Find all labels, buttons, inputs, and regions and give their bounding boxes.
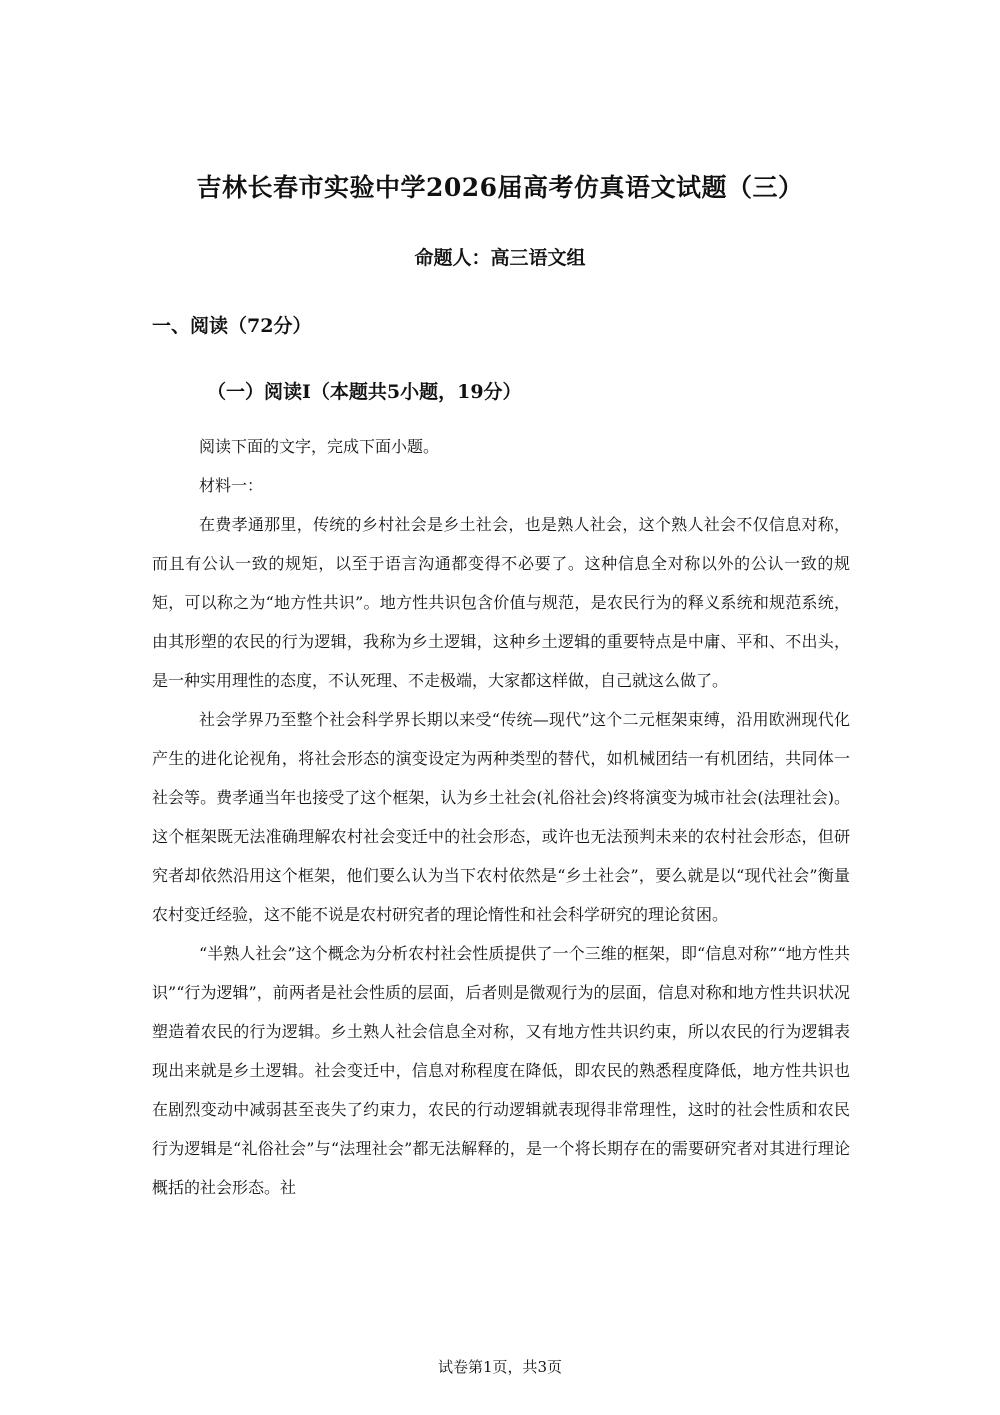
passage-paragraph-2: 社会学界乃至整个社会科学界长期以来受“传统—现代”这个二元框架束缚，沿用欧洲现代化产生的进化论视角，将社会形态的演变设定为两种类型的替代，如机械团结一有机团结，共同体一社会等。费孝通当年也接受了这个框架，认为乡土社会(礼俗社会)终将演变为城市社会(法理社会)。这个框架既无法准确理解农村社会变迁中的社会形态，或许也无法预判未来的农村社会形态，但研究者却依然沿用这个框架，他们要么认为当下农村依然是“乡土社会”，要么就是以“现代社会”衡量农村变迁经验，这不能不说是农村研究者的理论惰性和社会科学研究的理论贫困。 — [152, 710, 850, 924]
reading-instruction: 阅读下面的文字，完成下面小题。 — [199, 437, 440, 456]
page-footer: 试卷第1页，共3页 — [437, 1358, 563, 1376]
material-label: 材料一： — [199, 476, 264, 495]
section-heading: 一、阅读（72分） — [152, 315, 312, 337]
author-line: 命题人：高三语文组 — [414, 247, 586, 269]
passage-paragraph-1: 在费孝通那里，传统的乡村社会是乡土社会，也是熟人社会，这个熟人社会不仅信息对称，而且有公认一致的规矩，以至于语言沟通都变得不必要了。这种信息全对称以外的公认一致的规矩，可以称之为“地方性共识”。地方性共识包含价值与规范，是农民行为的释义系统和规范系统，由其形塑的农民的行为逻辑，我称为乡土逻辑，这种乡土逻辑的重要特点是中庸、平和、不出头，是一种实用理性的态度，不认死理、不走极端，大家都这样做，自己就这么做了。 — [152, 515, 850, 690]
subsection-heading: （一）阅读I（本题共5小题，19分） — [207, 381, 522, 403]
document-title: 吉林长春市实验中学2026届高考仿真语文试题（三） — [196, 173, 804, 202]
passage-body — [152, 505, 850, 1207]
passage-paragraph-3: “半熟人社会”这个概念为分析农村社会性质提供了一个三维的框架，即“信息对称”“地方性共识”“行为逻辑”，前两者是社会性质的层面，后者则是微观行为的层面，信息对称和地方性共识状况塑造着农民的行为逻辑。乡土熟人社会信息全对称，又有地方性共识约束，所以农民的行为逻辑表现出来就是乡土逻辑。社会变迁中，信息对称程度在降低，即农民的熟悉程度降低，地方性共识也在剧烈变动中减弱甚至丧失了约束力，农民的行动逻辑就表现得非常理性，这时的社会性质和农民行为逻辑是“礼俗社会”与“法理社会”都无法解释的，是一个将长期存在的需要研究者对其进行理论概括的社会形态。社 — [152, 944, 850, 1197]
